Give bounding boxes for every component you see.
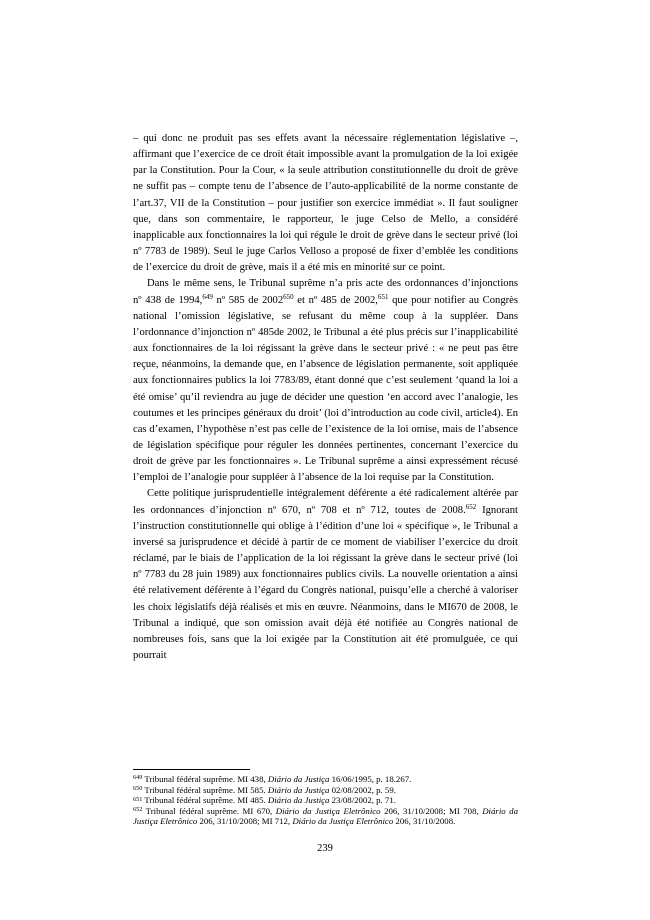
footnote-649 bbox=[133, 774, 518, 785]
footnote-650 bbox=[133, 785, 518, 796]
paragraph-ordonnances bbox=[133, 276, 518, 486]
text-run: Tribunal fédéral suprême. MI 438, bbox=[142, 774, 268, 784]
text-run: 16/06/1995, p. 18.267. bbox=[329, 774, 412, 784]
text-run: Tribunal fédéral suprême. MI 670, bbox=[142, 805, 276, 816]
text-run: 02/08/2002, p. 59. bbox=[329, 784, 396, 795]
footnote-marker: 651 bbox=[133, 795, 143, 803]
footnote-652 bbox=[133, 806, 518, 827]
text-run: Diário da Justiça bbox=[267, 784, 330, 795]
footnote-marker: 649 bbox=[202, 293, 213, 302]
text-run: 206, 31/10/2008; MI 712, bbox=[197, 816, 293, 827]
text-run: Diário da Justiça Eletrônico bbox=[133, 805, 518, 827]
text-run: Diário da Justiça Eletrônico bbox=[292, 816, 394, 827]
footnote-marker: 652 bbox=[465, 503, 477, 512]
footnote-separator-rule bbox=[133, 769, 250, 770]
text-run: Diário da Justiça Eletrônico bbox=[275, 805, 381, 816]
text-run: nº 585 de 2002 bbox=[212, 294, 284, 306]
footnote-marker: 652 bbox=[133, 806, 143, 814]
footnote-area bbox=[133, 769, 518, 827]
text-run: 23/08/2002, p. 71. bbox=[329, 795, 396, 806]
text-run: – qui donc ne produit pas ses effets avant la nécessaire réglementation législative –, affirmant que l’exercice de ce droit était impossible avant la promulgation de la loi exigée par la Constitution. Pour la Cour, « la seule attribution constitutionnelle du droit de grève ne suffit pas – compte tenu de l’absence de l’auto-applicabilité de la norme constante de l’art.37, VII de la Constitution – pour justifier son exercice immédiat ». Il faut souligner que, dans son commentaire, le rapporteur, le juge Celso de Mello, a considéré inapplicable aux fonctionnaires la loi qui régule le droit de grève dans le secteur privé (loi nº 7783 de 1989). Seul le juge Carlos Velloso a proposé de fixer d’emblée les conditions de l’exercice du droit de grève, mais il a été mis en minorité sur ce point. bbox=[133, 133, 518, 274]
footnote-marker: 650 bbox=[283, 293, 294, 302]
text-run: et nº 485 de 2002, bbox=[293, 294, 378, 306]
text-run: Cette politique jurisprudentielle intégralement déférente a été radicalement altérée par les ordonnances d’injonction nº 670, nº 708 et nº 712, toutes de 2008. bbox=[133, 488, 518, 516]
text-run: 206, 31/10/2008. bbox=[393, 816, 456, 827]
text-run: que pour notifier au Congrès national l’omission législative, se refusant du même coup à la suppléer. Dans l’ordonnance d’injonction nº 485de 2002, le Tribunal a été plus précis sur l’inapplicabilité aux fonctionnaires de la loi régissant la grève dans le secteur privé : « ne peut pas être reçue, néanmoins, la demande que, en l’absence de législation permanente, soit appliquée aux fonctionnaires publics la loi 7783/89, étant donné que c’est seulement ‘quand la loi a été omise’ qu’il reviendra au juge de décider une question ‘en accord avec l’analogie, les coutumes et les principes généraux du droit’ (loi d’introduction au code civil, article4). En cas d’examen, l’hypothèse n’est pas celle de l’existence de la loi omise, mais de l’absence de législation spécifique pour réguler les données pertinentes, concernant l’exercice du droit de grève par les fonctionnaires ». Le Tribunal suprême a ainsi expressément récusé l’emploi de l’analogie pour suppléer à l’absence de la loi requise par la Constitution. bbox=[133, 294, 518, 484]
text-run: Tribunal fédéral suprême. MI 485. bbox=[142, 795, 268, 806]
footnote-marker: 651 bbox=[377, 293, 389, 302]
footnote-marker: 650 bbox=[133, 785, 143, 792]
page-number: 239 bbox=[317, 843, 333, 854]
text-run: 206, 31/10/2008; MI 708, bbox=[380, 805, 483, 816]
text-run: Ignorant l’instruction constitutionnelle qui oblige à l’édition d’une loi « spécifique », le Tribunal a inversé sa jurisprudence et décidé à partir de ce moment de viabiliser l’exercice du droit réclamé, par le biais de l’application de la loi régissant la grève dans le secteur privé (loi nº 7783 du 28 juin 1989) aux fonctionnaires publics civils. La nouvelle orientation a ainsi été relativement déférente à l’égard du Congrès national, puisqu’elle a cherché à valoriser les choix législatifs déjà réalisés et mis en œuvre. Néanmoins, dans le MI670 de 2008, le Tribunal a indiqué, que son omission avait déjà été notifiée au Congrès national de nombreuses fois, sans que la loi exigée par la Constitution ait été promulguée, ce qui pourrait bbox=[133, 504, 518, 661]
text-run: Diário da Justiça bbox=[267, 774, 330, 784]
text-run: Dans le même sens, le Tribunal suprême n’a pris acte des ordonnances d’injonctions nº 438 de 1994, bbox=[133, 278, 518, 306]
footnote-marker: 649 bbox=[133, 774, 143, 782]
paragraph-politique-jurisprudentielle bbox=[133, 486, 518, 664]
paragraph-continuation bbox=[133, 131, 518, 276]
text-run: Diário da Justiça bbox=[267, 795, 330, 806]
text-run: Tribunal fédéral suprême. MI 585. bbox=[142, 784, 268, 795]
main-text-block bbox=[133, 131, 518, 664]
footnote-651 bbox=[133, 795, 518, 806]
